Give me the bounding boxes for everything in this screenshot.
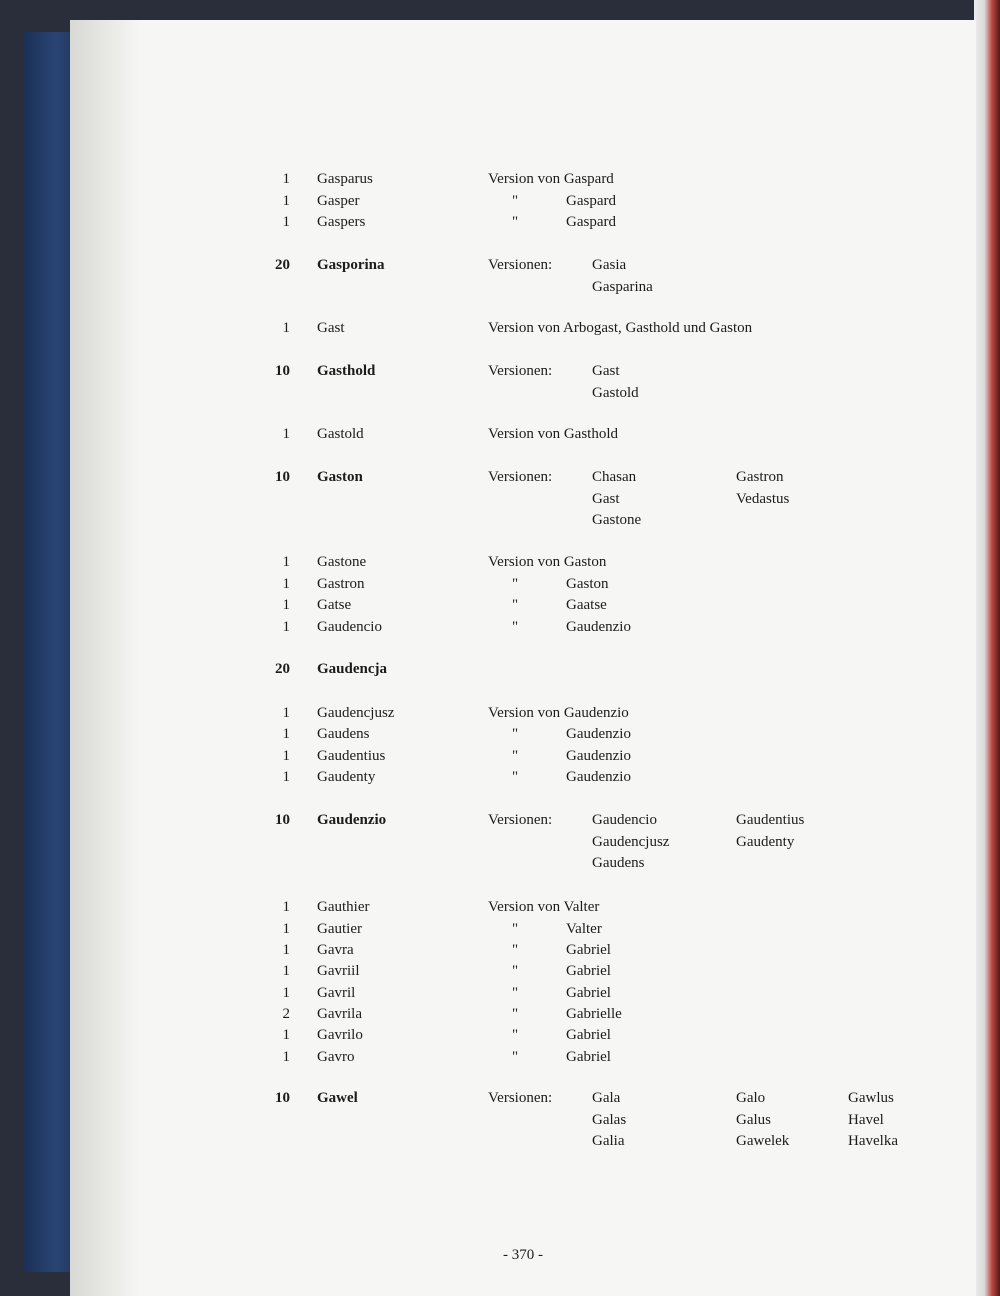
entry-name: Gatse [317,597,352,613]
page-number: - 370 - [503,1247,543,1263]
variant-name: Gawelek [736,1133,790,1149]
variant-name: Gala [592,1090,621,1106]
book-page [70,20,976,1296]
entry-label: Versionen: [488,363,553,379]
entry-name: Gaudencjusz [317,705,395,721]
variant-name: Gabrielle [566,1006,622,1022]
variant-name: Gaudenzio [566,769,631,785]
variant-name: Gaspard [566,214,616,230]
ditto-mark: " [512,1006,519,1022]
variant-name: Galia [592,1133,625,1149]
entry-label: Versionen: [488,469,553,485]
entry-name: Gasporina [317,257,385,273]
ditto-mark: " [512,576,519,592]
entry-name: Gavro [317,1049,355,1065]
entry-count: 1 [282,214,290,230]
variant-name: Gasia [592,257,627,273]
entry-name: Gasthold [317,363,376,379]
variant-name: Gastone [592,512,642,528]
variant-name: Havel [848,1111,884,1128]
variant-name: Gast [592,363,620,379]
entry-name: Gast [317,320,345,336]
entry-count: 1 [282,576,290,592]
entry-name: Gawel [317,1090,358,1106]
variant-name: Gaudentius [736,812,805,828]
entry-count: 1 [282,320,290,336]
entry-count: 1 [282,748,290,764]
variant-name: Gabriel [566,985,611,1001]
ditto-mark: " [512,921,519,937]
entry-label: Version von Valter [488,899,600,915]
variant-name: Gawlus [848,1090,894,1106]
ditto-mark: " [512,963,519,979]
entry-name: Gaspers [317,214,366,230]
entry-count: 1 [282,1027,290,1043]
entry-label: Version von Arbogast, Gasthold und Gaston [488,320,753,336]
ditto-mark: " [512,748,519,764]
entry-label: Versionen: [488,257,553,273]
ditto-mark: " [512,619,519,635]
entry-name: Gaudens [317,726,370,742]
entry-count: 1 [282,769,290,785]
entry-name: Gastold [317,426,364,442]
variant-name: Gabriel [566,942,611,958]
entry-label: Version von Gasthold [488,426,618,442]
variant-name: Gastron [736,469,784,485]
variant-name: Gastold [592,384,639,401]
ditto-mark: " [512,769,519,785]
variant-name: Gaudencjusz [592,833,670,850]
entry-label: Versionen: [488,812,553,828]
variant-name: Gaudenty [736,833,795,850]
ditto-mark: " [512,1027,519,1043]
entry-count: 20 [275,257,290,273]
ditto-mark: " [512,597,519,613]
entry-label: Version von Gaston [488,554,607,570]
entry-name: Gastron [317,576,365,592]
ditto-mark: " [512,193,519,209]
entry-count: 1 [282,705,290,721]
variant-name: Gaudenzio [566,748,631,764]
entry-count: 1 [282,985,290,1001]
entry-name: Gaudencio [317,619,382,635]
variant-name: Galas [592,1111,627,1128]
entry-count: 1 [282,426,290,442]
entry-name: Gautier [317,921,362,937]
entry-count: 1 [282,899,290,915]
entry-count: 1 [282,726,290,742]
variant-name: Gabriel [566,963,611,979]
variant-name: Valter [566,921,602,937]
entry-name: Gaudenzio [317,812,387,828]
page-gutter-shade [70,20,140,1296]
entry-count: 1 [282,554,290,570]
variant-name: Gaudencio [592,812,657,828]
entry-count: 10 [275,1090,290,1106]
entry-name: Gaudenty [317,769,376,785]
entry-name: Gavrila [317,1006,362,1022]
ditto-mark: " [512,942,519,958]
variant-name: Gasparina [592,278,653,295]
entry-count: 1 [282,193,290,209]
variant-name: Gaudenzio [566,619,631,635]
entry-name: Gaudentius [317,748,386,764]
variant-name: Gaatse [566,597,607,613]
ditto-mark: " [512,985,519,1001]
variant-name: Chasan [592,469,637,485]
variant-name: Galo [736,1090,766,1106]
variant-name: Vedastus [736,490,790,507]
entry-name: Gavril [317,985,356,1001]
entry-name: Gavriil [317,963,360,979]
entry-label: Version von Gaudenzio [488,705,629,721]
entry-name: Gavra [317,942,354,958]
entry-count: 1 [282,597,290,613]
entry-count: 1 [282,171,290,187]
entry-label: Version von Gaspard [488,171,614,187]
entry-label: Versionen: [488,1090,553,1106]
book-spine [974,0,1000,1296]
variant-name: Gaston [566,576,609,592]
entry-name: Gavrilo [317,1027,363,1043]
variant-name: Gaudenzio [566,726,631,742]
entry-count: 1 [282,963,290,979]
entry-count: 10 [275,363,290,379]
entry-name: Gasparus [317,171,373,187]
entry-count: 1 [282,921,290,937]
entry-count: 2 [282,1006,290,1022]
variant-name: Gaudens [592,855,645,871]
entry-count: 1 [282,1049,290,1065]
entry-count: 20 [275,661,290,677]
ditto-mark: " [512,726,519,742]
entry-count: 10 [275,812,290,828]
entry-count: 10 [275,469,290,485]
variant-name: Gabriel [566,1049,611,1065]
variant-name: Havelka [848,1133,898,1149]
entry-name: Gauthier [317,899,370,915]
entry-count: 1 [282,942,290,958]
entry-count: 1 [282,619,290,635]
entry-name: Gasper [317,193,360,209]
variant-name: Gabriel [566,1027,611,1043]
ditto-mark: " [512,214,519,230]
entry-name: Gaston [317,469,363,485]
entry-name: Gaudencja [317,661,388,677]
ditto-mark: " [512,1049,519,1065]
variant-name: Gaspard [566,193,616,209]
entry-name: Gastone [317,554,367,570]
variant-name: Gast [592,490,620,507]
variant-name: Galus [736,1111,771,1128]
